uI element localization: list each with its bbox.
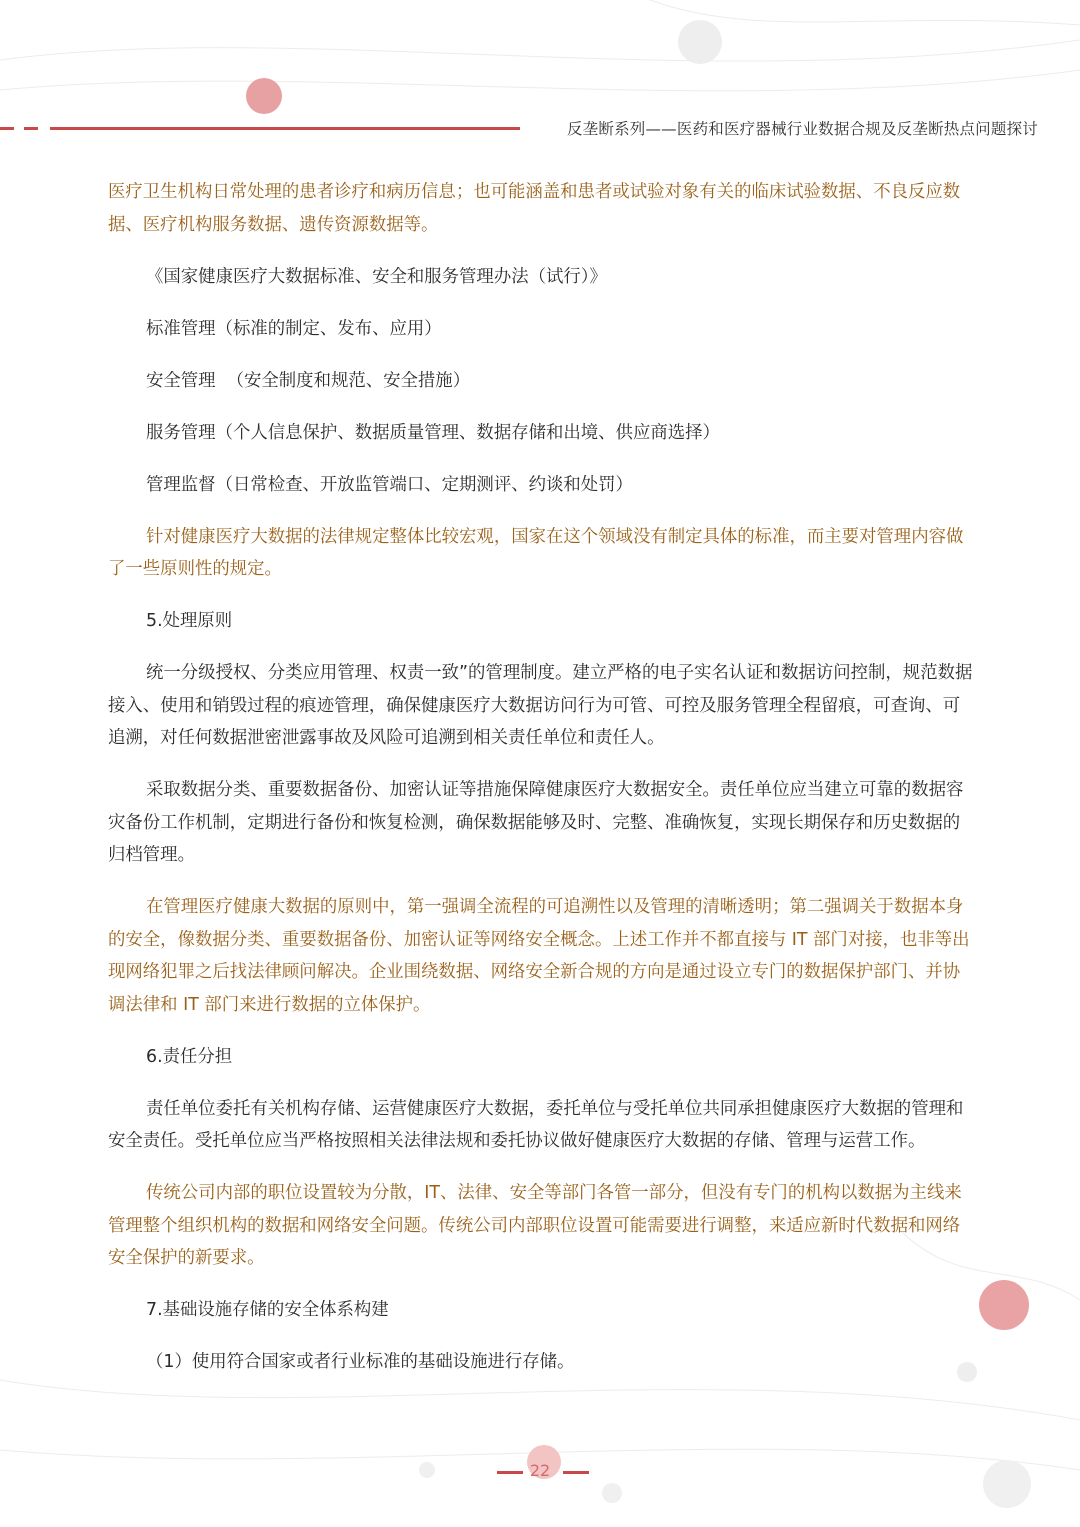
paragraph: 标准管理（标准的制定、发布、应用）	[146, 318, 442, 339]
paragraph: 采取数据分类、重要数据备份、加密认证等措施保障健康医疗大数据安全。责任单位应当建立可靠的数据容灾备份工作机制，定期进行备份和恢复检测，确保数据能够及时、完整、准确恢复，实现长期保存和历史数据的归档管理。	[108, 780, 964, 865]
bg-circle-grey-4	[602, 1483, 622, 1503]
header-dash-short-1	[0, 127, 14, 130]
bg-curve-3	[650, 0, 1080, 25]
paragraph: 在管理医疗健康大数据的原则中，第一强调全流程的可追溯性以及管理的清晰透明；第二强调关于数据本身的安全，像数据分类、重要数据备份、加密认证等网络安全概念。上述工作并不都直接与 IT 部门对接，也非等出现网络犯罪之后找法律顾问解决。企业围绕数据、网络安全新合规的方向是通过设立专门的数据保护部门、并协调法律和 IT 部门来进行数据的立体保护。	[108, 897, 970, 1015]
section-heading: 7.基础设施存储的安全体系构建	[146, 1300, 389, 1320]
paragraph: 《国家健康医疗大数据标准、安全和服务管理办法（试行）》	[146, 266, 607, 287]
paragraph: 服务管理（个人信息保护、数据质量管理、数据存储和出境、供应商选择）	[146, 422, 720, 443]
paragraph: 责任单位委托有关机构存储、运营健康医疗大数据，委托单位与受托单位共同承担健康医疗大数据的管理和安全责任。受托单位应当严格按照相关法律法规和委托协议做好健康医疗大数据的存储、管理与运营工作。	[108, 1098, 964, 1151]
header-rule	[50, 127, 520, 130]
paragraph: 安全管理 （安全制度和规范、安全措施）	[146, 370, 471, 391]
paragraph: 医疗卫生机构日常处理的患者诊疗和病历信息；也可能涵盖和患者或试验对象有关的临床试验数据、不良反应数据、医疗机构服务数据、遗传资源数据等。	[108, 182, 961, 235]
header-title: 反垄断系列——医药和医疗器械行业数据合规及反垄断热点问题探讨	[566, 120, 1038, 138]
paragraph: 统一分级授权、分类应用管理、权责一致”的管理制度。建立严格的电子实名认证和数据访问控制，规范数据接入、使用和销毁过程的痕迹管理，确保健康医疗大数据访问行为可管、可控及服务管理全程留痕，可查询、可追溯，对任何数据泄密泄露事故及风险可追溯到相关责任单位和责任人。	[108, 663, 973, 748]
paragraph: 管理监督（日常检查、开放监管端口、定期测评、约谈和处罚）	[146, 474, 633, 495]
section-heading: 5.处理原则	[146, 611, 233, 631]
page-number: 22	[529, 1461, 551, 1480]
header-dash-short-2	[24, 127, 38, 130]
paragraph: （1）使用符合国家或者行业标准的基础设施进行存储。	[146, 1352, 575, 1372]
bg-circle-pink-1	[246, 78, 282, 114]
bg-curve-2	[0, 70, 1080, 91]
paragraph: 传统公司内部的职位设置较为分散，IT、法律、安全等部门各管一部分，但没有专门的机构以数据为主线来管理整个组织机构的数据和网络安全问题。传统公司内部职位设置可能需要进行调整，来适应新时代数据和网络安全保护的新要求。	[108, 1183, 962, 1268]
paragraph: 针对健康医疗大数据的法律规定整体比较宏观，国家在这个领域没有制定具体的标准，而主要对管理内容做了一些原则性的规定。	[108, 526, 964, 579]
section-heading: 6.责任分担	[146, 1046, 233, 1067]
bg-curve-1	[0, 40, 1080, 61]
article-body	[108, 176, 974, 1398]
bg-circle-pink-2	[979, 1280, 1029, 1330]
bg-circle-grey-1	[678, 20, 722, 64]
